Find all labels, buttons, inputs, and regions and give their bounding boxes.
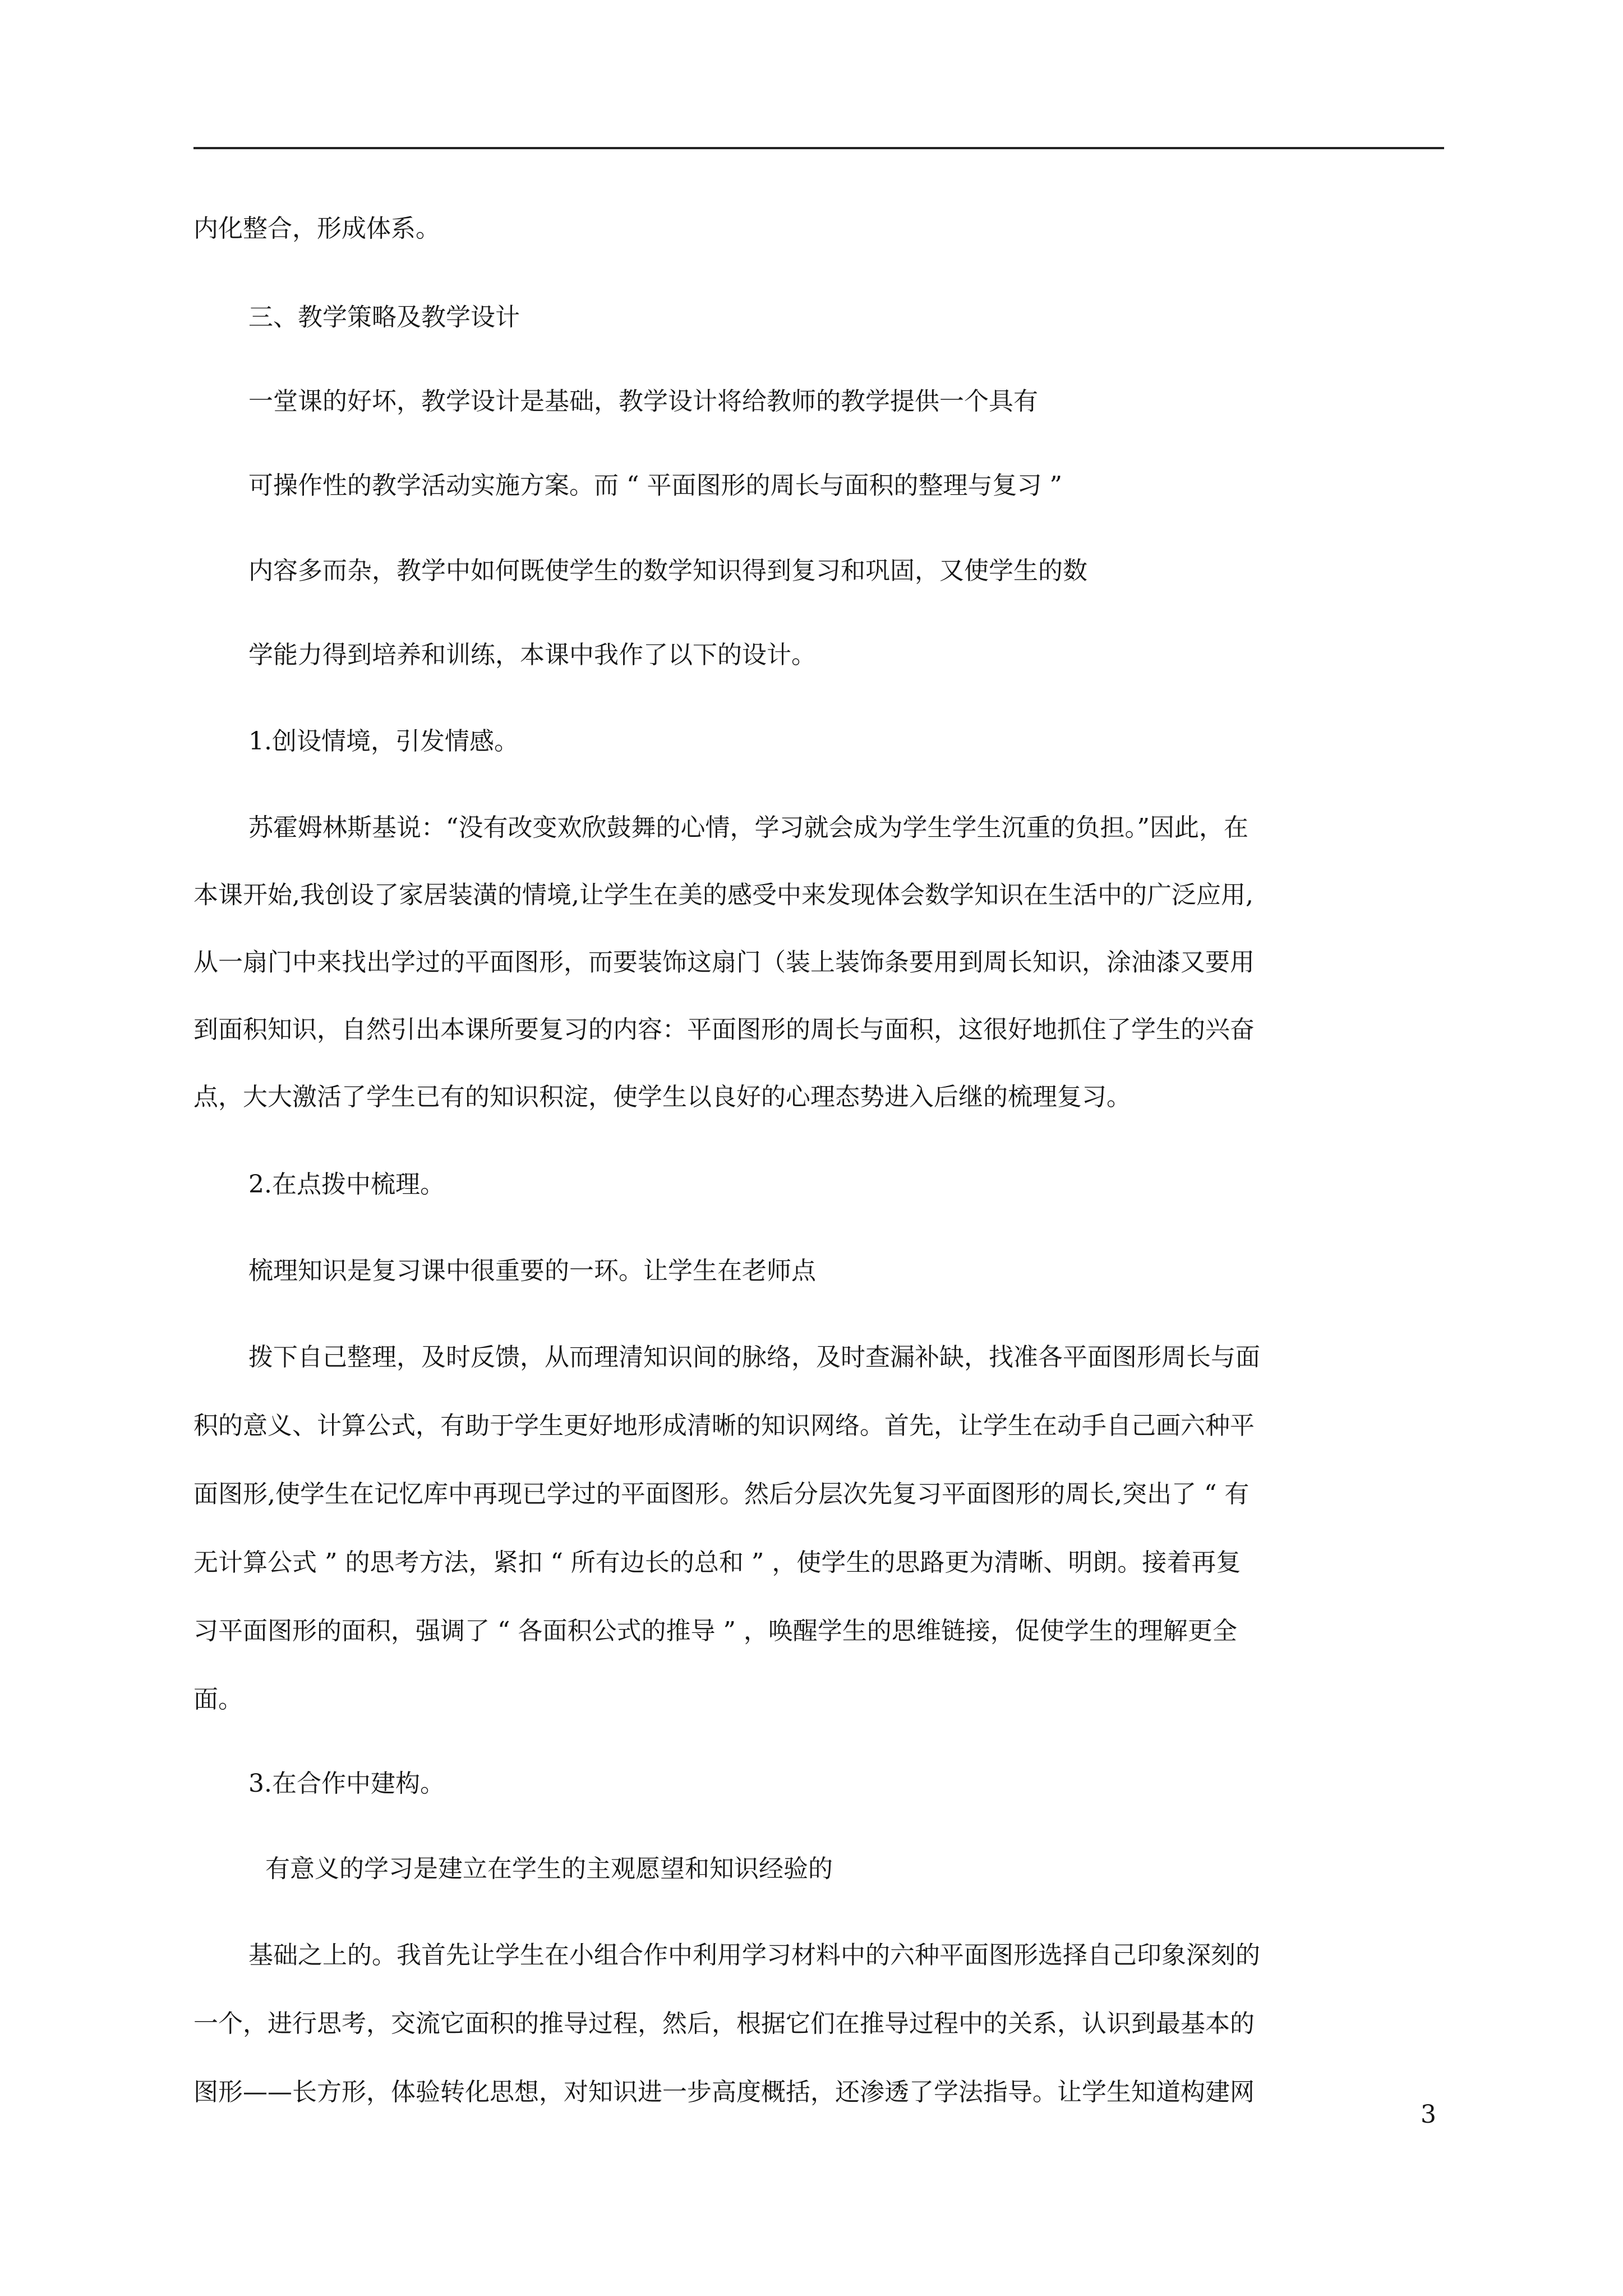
text-line: 苏霍姆林斯基说：“没有改变欢欣鼓舞的心情，学习就会成为学生学生沉重的负担。”因此，在 (248, 813, 1248, 842)
text-line: 本课开始,我创设了家居装潢的情境,让学生在美的感受中来发现体会数学知识在生活中的广泛应用, (193, 881, 1253, 909)
text-line: 到面积知识，自然引出本课所要复习的内容：平面图形的周长与面积，这很好地抓住了学生的兴奋 (193, 1015, 1255, 1044)
subsection-heading: 1.创设情境，引发情感。 (248, 727, 519, 756)
text-line: 一堂课的好坏，教学设计是基础，教学设计将给教师的教学提供一个具有 (248, 387, 1038, 416)
text-line: 内化整合，形成体系。 (193, 214, 440, 243)
subsection-heading: 2.在点拨中梳理。 (248, 1170, 445, 1199)
text-line: 内容多而杂，教学中如何既使学生的数学知识得到复习和巩固，又使学生的数 (248, 556, 1087, 585)
text-line: 有意义的学习是建立在学生的主观愿望和知识经验的 (265, 1855, 833, 1883)
text-line: 无计算公式 ” 的思考方法，紧扣 “ 所有边长的总和 ” ，使学生的思路更为清晰、明朗。接着再复 (193, 1548, 1241, 1577)
text-line: 学能力得到培养和训练，本课中我作了以下的设计。 (248, 641, 816, 669)
text-line: 可操作性的教学活动实施方案。而 “ 平面图形的周长与面积的整理与复习 ” (248, 471, 1062, 500)
text-line: 面图形,使学生在记忆库中再现已学过的平面图形。然后分层次先复习平面图形的周长,突出了 “ 有 (193, 1480, 1249, 1508)
text-line: 习平面图形的面积，强调了 “ 各面积公式的推导 ” ，唤醒学生的思维链接，促使学生的理解更全 (193, 1617, 1237, 1645)
text-line: 点，大大激活了学生已有的知识积淀，使学生以良好的心理态势进入后继的梳理复习。 (193, 1083, 1131, 1111)
text-line: 一个，进行思考，交流它面积的推导过程，然后，根据它们在推导过程中的关系，认识到最基本的 (193, 2009, 1255, 2038)
subsection-heading: 3.在合作中建构。 (248, 1769, 445, 1798)
section-heading: 三、教学策略及教学设计 (248, 303, 520, 332)
text-line: 图形——长方形，体验转化思想，对知识进一步高度概括，还渗透了学法指导。让学生知道构建网 (193, 2078, 1255, 2106)
text-line: 面。 (193, 1685, 243, 1714)
text-line: 积的意义、计算公式，有助于学生更好地形成清晰的知识网络。首先，让学生在动手自己画六种平 (193, 1411, 1255, 1440)
text-line: 从一扇门中来找出学过的平面图形，而要装饰这扇门（装上装饰条要用到周长知识，涂油漆又要用 (193, 948, 1255, 977)
header-rule (193, 147, 1444, 149)
page-number: 3 (1421, 2100, 1436, 2129)
text-line: 拨下自己整理，及时反馈，从而理清知识间的脉络，及时查漏补缺，找准各平面图形周长与面 (248, 1343, 1260, 1372)
text-line: 梳理知识是复习课中很重要的一环。让学生在老师点 (248, 1257, 816, 1285)
text-line: 基础之上的。我首先让学生在小组合作中利用学习材料中的六种平面图形选择自己印象深刻的 (248, 1941, 1260, 1970)
